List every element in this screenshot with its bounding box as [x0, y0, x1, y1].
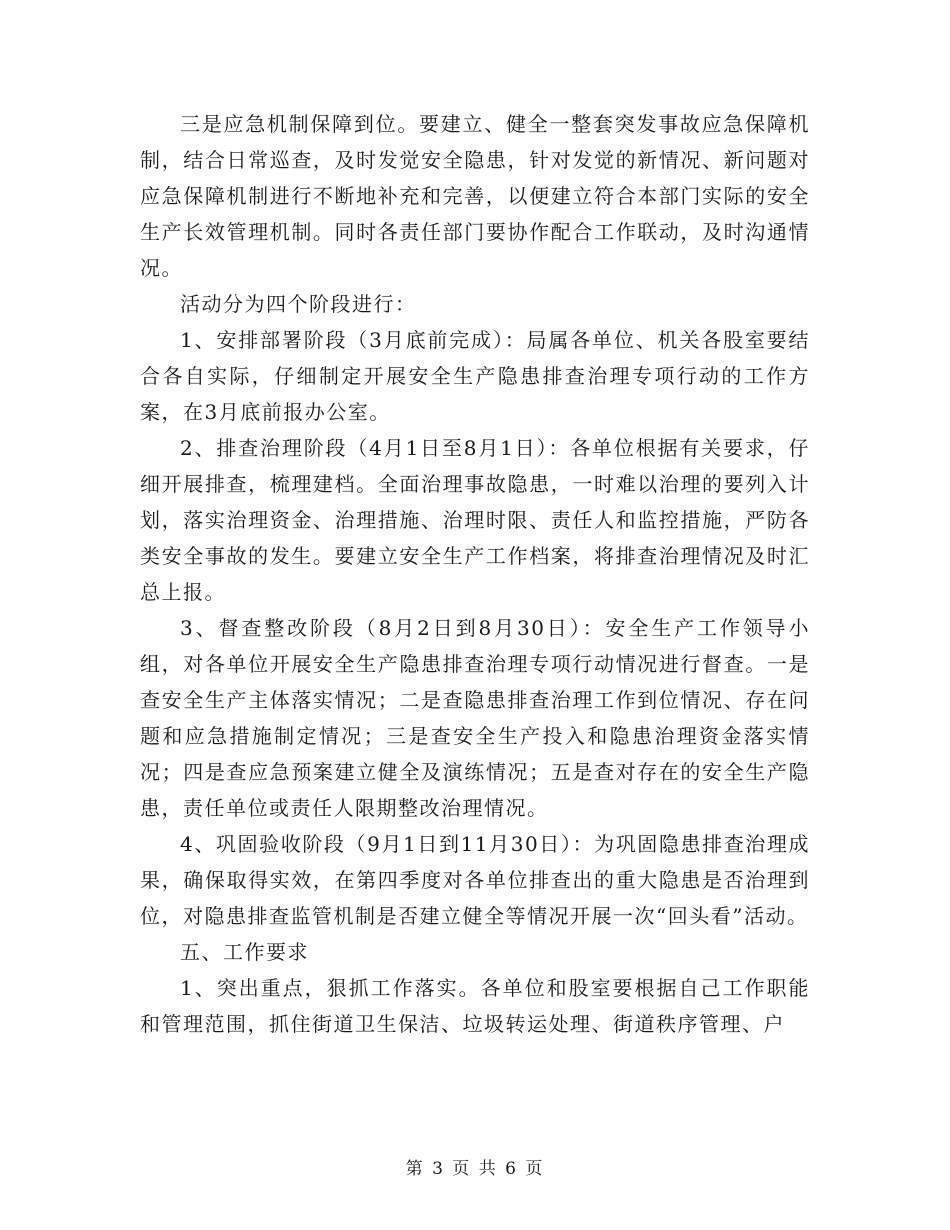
paragraph-phase-4: 4、巩固验收阶段（9月1日到11月30日）：为巩固隐患排查治理成果，确保取得实效，在第四季度对各单位排查出的重大隐患是否治理到位，对隐患排查监管机制是否建立健全等情况开展一次“回头看”活动。 [140, 832, 810, 928]
paragraph-emergency-mechanism: 三是应急机制保障到位。要建立、健全一整套突发事故应急保障机制，结合日常巡查，及时发觉安全隐患，针对发觉的新情况、新问题对应急保障机制进行不断地补充和完善，以便建立符合本部门实际的安全生产长效管理机制。同时各责任部门要协作配合工作联动，及时沟通情况。 [140, 112, 810, 280]
section-heading-work-requirements: 五、工作要求 [180, 940, 309, 964]
paragraph-phase-2: 2、排查治理阶段（4月1日至8月1日）：各单位根据有关要求，仔细开展排查，梳理建档。全面治理事故隐患，一时难以治理的要列入计划，落实治理资金、治理措施、治理时限、责任人和监控措施，严防各类安全事故的发生。要建立安全生产工作档案，将排查治理情况及时汇总上报。 [140, 436, 810, 604]
paragraph-requirement-1: 1、突出重点，狠抓工作落实。各单位和股室要根据自己工作职能和管理范围，抓住街道卫生保洁、垃圾转运处理、街道秩序管理、户 [140, 976, 810, 1036]
page-number-footer: 第 3 页 共 6 页 [405, 1159, 545, 1179]
document-body [140, 106, 810, 1042]
paragraph-phase-3: 3、督查整改阶段（8月2日到8月30日）：安全生产工作领导小组，对各单位开展安全生产隐患排查治理专项行动情况进行督查。一是查安全生产主体落实情况；二是查隐患排查治理工作到位情况、存在问题和应急措施制定情况；三是查安全生产投入和隐患治理资金落实情况；四是查应急预案建立健全及演练情况；五是查对存在的安全生产隐患，责任单位或责任人限期整改治理情况。 [140, 616, 810, 820]
paragraph-phase-1: 1、安排部署阶段（3月底前完成）：局属各单位、机关各股室要结合各自实际，仔细制定开展安全生产隐患排查治理专项行动的工作方案，在3月底前报办公室。 [140, 328, 810, 424]
paragraph-phases-intro: 活动分为四个阶段进行： [180, 292, 417, 316]
